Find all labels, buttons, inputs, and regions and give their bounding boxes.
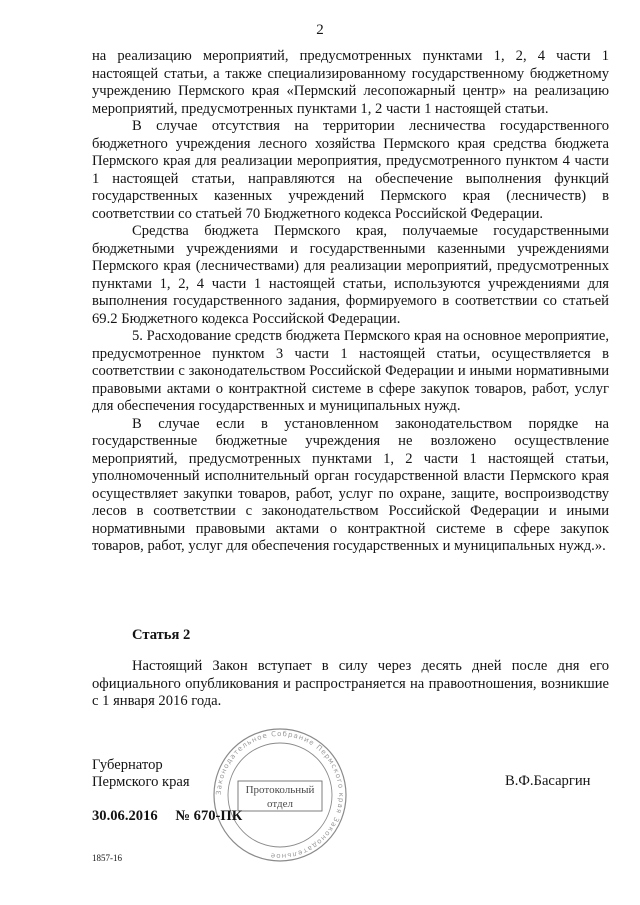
stamp-line2: отдел (267, 798, 293, 810)
paragraph-procurement-case: В случае если в установленном законодательством порядке на государственные бюджетные учреждения не возложено осуществление мероприятий, предусмотренных пунктами 1, 2 части 1 настоящей статьи, уполномоченный исполнительный орган государственной власти Пермского края осуществляет закупки товаров, работ, услуг по охране, защите, воспроизводству лесов в соответствии с законодательством Российской Федерации и иными нормативными правовыми актами о контрактной системе в сфере закупок товаров, работ, услуг для обеспечения государственных и муниципальных нужд.». (92, 415, 609, 554)
article-heading: Статья 2 (132, 627, 191, 643)
document-date: 30.06.2016 (92, 808, 158, 824)
stamp-line1: Протокольный (245, 784, 315, 796)
signatory-title-line2: Пермского края (92, 774, 190, 790)
official-stamp (210, 725, 350, 865)
document-date-number (92, 808, 242, 825)
signatory-name: В.Ф.Басаргин (505, 773, 591, 789)
paragraph-point-5: 5. Расходование средств бюджета Пермского края на основное мероприятие, предусмотренное пунктом 3 части 1 настоящей статьи, осуществляется в соответствии с законодательством Российской Федерации и иными нормативными правовыми актами о контрактной системе в сфере закупок товаров, работ, услуг для обеспечения государственных и муниципальных нужд. (92, 328, 609, 414)
footer-code: 1857-16 (92, 853, 122, 863)
stamp-seal-icon (210, 725, 350, 865)
body-text (92, 48, 609, 556)
paragraph-absence-case: В случае отсутствия на территории лесничества государственного бюджетного учреждения лесного хозяйства Пермского края средства бюджета Пермского края для реализации мероприятия, предусмотренного пунктом 4 части 1 настоящей статьи, направляются на обеспечение выполнения функций государственных казенных учреждений Пермского края (лесничеств) в соответствии со статьей 70 Бюджетного кодекса Российской Федерации. (92, 118, 609, 222)
signatory-title (92, 757, 190, 791)
svg-text:Законодательное Собрание Пермс: Законодательное Собрание Пермского края Законодательное (214, 729, 346, 861)
paragraph-budget-funds: Средства бюджета Пермского края, получаемые государственными бюджетными учреждениями и государственными казенными учреждениями Пермского края (лесничествами) для реализации мероприятий, предусмотренных пунктами 1, 2, 4 части 1 настоящей статьи, используются учреждениями для выполнения государственного задания, формируемого в соответствии со статьей 69.2 Бюджетного кодекса Российской Федерации. (92, 223, 609, 327)
article-text: Настоящий Закон вступает в силу через десять дней после дня его официального опубликования и распространяется на правоотношения, возникшие с 1 января 2016 года. (92, 658, 609, 709)
signatory-title-line1: Губернатор (92, 757, 163, 773)
paragraph-continuation: на реализацию мероприятий, предусмотренных пунктами 1, 2, 4 части 1 настоящей статьи, а также специализированному государственному бюджетному учреждению Пермского края «Пермский лесопожарный центр» на реализацию мероприятий, предусмотренных пунктами 1, 2 части 1 настоящей статьи. (92, 48, 609, 117)
page-number: 2 (316, 22, 324, 38)
document-number: № 670-ПК (175, 808, 243, 824)
